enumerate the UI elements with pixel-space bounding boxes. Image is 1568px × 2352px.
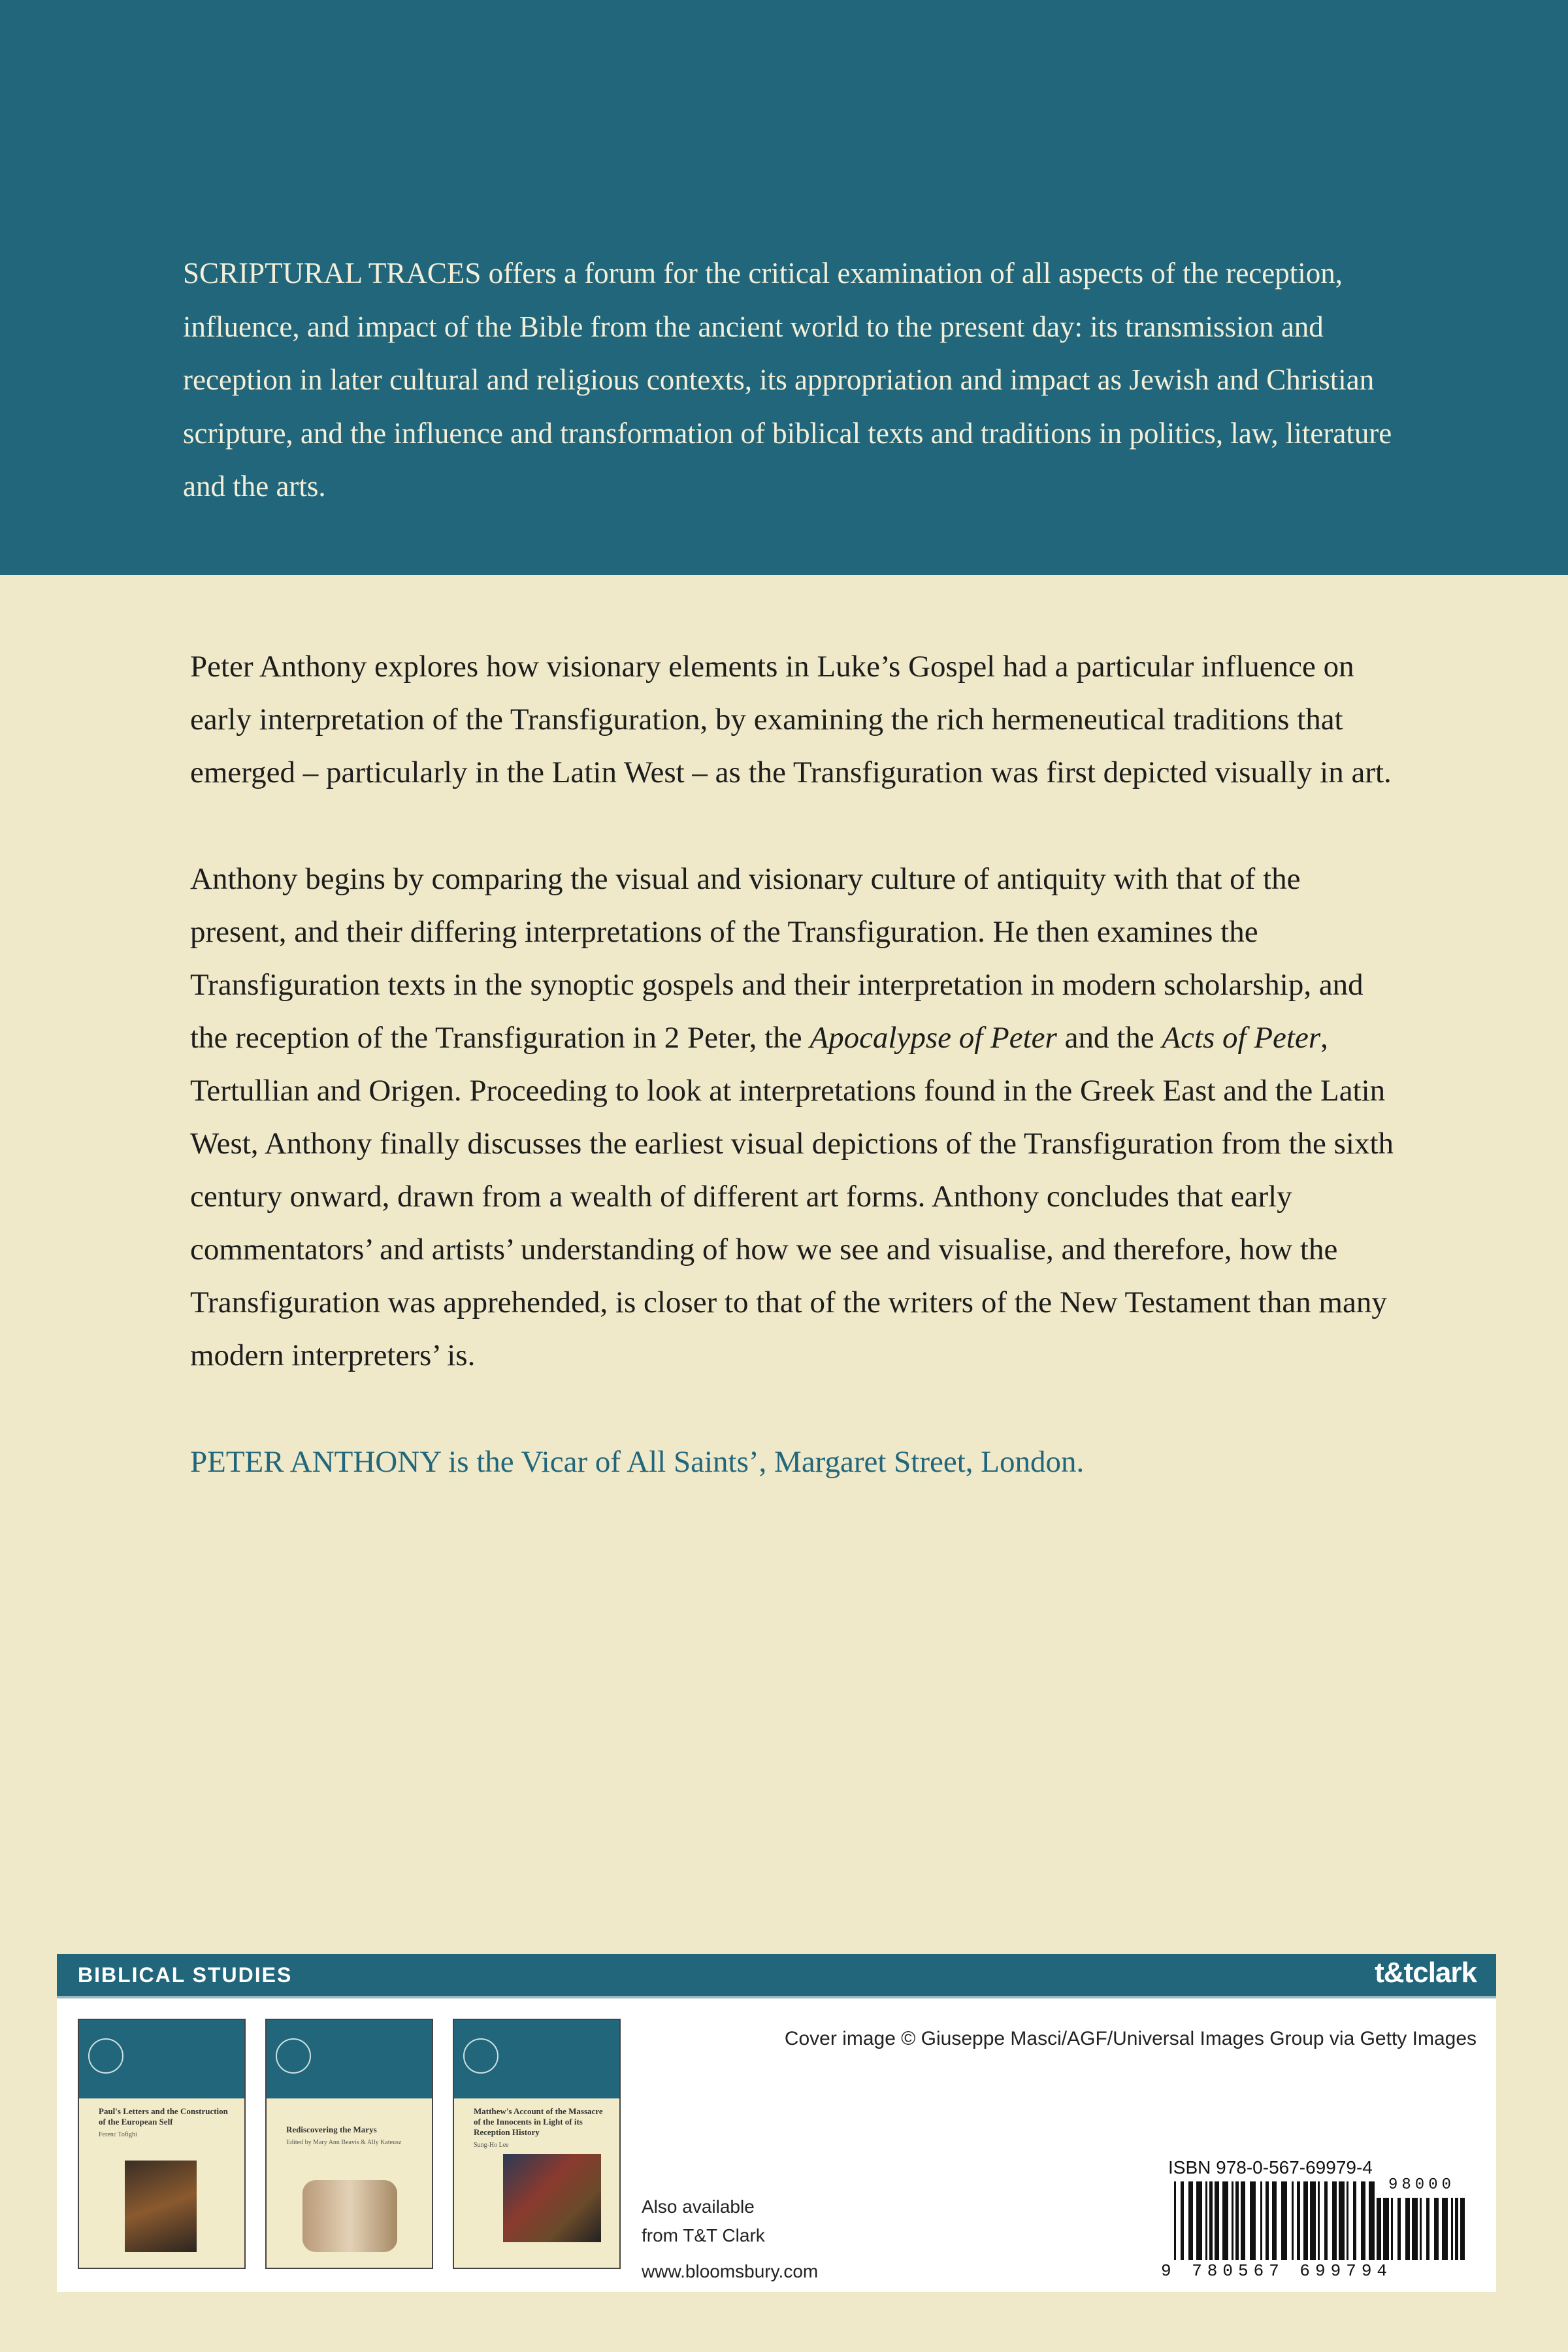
barcode-bar	[1383, 2198, 1389, 2260]
barcode-bar	[1297, 2181, 1300, 2260]
barcode-bar	[1266, 2181, 1269, 2260]
series-band	[0, 0, 1568, 575]
barcode-bar	[1332, 2181, 1337, 2260]
barcode-bar	[1442, 2198, 1448, 2260]
cover-painting	[503, 2154, 601, 2242]
barcode-bar	[1397, 2198, 1401, 2260]
text: Anthony begins by comparing the visual and visionary culture of antiquity with that of the present, and their differing interpretations of the Transfiguration. He then examines the Transfiguration texts in the synoptic gospels and their interpretation in modern scholarship, and the reception of the Transfiguration in 2 Peter, the	[190, 862, 1364, 1055]
barcode-bar	[1303, 2181, 1308, 2260]
title-acts: Acts of Peter	[1162, 1021, 1321, 1055]
description-paragraph-1: Peter Anthony explores how visionary elements in Luke’s Gospel had a particular influence on early interpretation of the Transfiguration, by examining the rich hermeneutical traditions that emerged – particularly in the Latin West – as the Transfiguration was first depicted visually in art.	[190, 650, 1392, 789]
isbn-label: ISBN 978-0-567-69979-4	[1168, 2157, 1373, 2178]
barcode-bar	[1369, 2181, 1375, 2260]
barcode-bar	[1232, 2181, 1233, 2260]
barcode-bar	[1260, 2181, 1262, 2260]
barcode-bar	[1235, 2181, 1239, 2260]
barcode-bar	[1196, 2181, 1202, 2260]
subject-label: BIBLICAL STUDIES	[78, 1963, 293, 1987]
barcode-bar	[1434, 2198, 1439, 2260]
barcode-bar	[1281, 2181, 1287, 2260]
barcode-bar	[1451, 2198, 1453, 2260]
cover-credit: Cover image © Giuseppe Masci/AGF/Universal Images Group via Getty Images	[784, 2028, 1477, 2049]
book-description	[190, 640, 1399, 1542]
lion-seal-icon	[276, 2038, 311, 2074]
barcode-bar	[1250, 2181, 1256, 2260]
also-available-line: Also available	[642, 2196, 755, 2217]
series-blurb: SCRIPTURAL TRACES offers a forum for the critical examination of all aspects of the reception, influence, and impact of the Bible from the ancient world to the present day: its transmission and reception in later cultural and religious contexts, its appropriation and impact as Jewish and Christian scripture, and the influence and transformation of biblical texts and traditions in politics, law, literature and the arts.	[183, 257, 1392, 503]
publisher-logo: t&tclark	[1375, 1957, 1477, 1989]
barcode-bar	[1241, 2181, 1245, 2260]
barcode-bar	[1361, 2181, 1365, 2260]
barcode-bar	[1188, 2181, 1193, 2260]
barcode-bar	[1181, 2181, 1184, 2260]
barcode-bar	[1318, 2181, 1320, 2260]
barcode-bar	[1222, 2181, 1228, 2260]
barcode-bar	[1353, 2181, 1356, 2260]
related-book-cover	[78, 2019, 246, 2269]
cover-artifact	[302, 2180, 397, 2252]
barcode-bar	[1412, 2198, 1418, 2260]
title-apocalypse: Apocalypse of Peter	[809, 1021, 1057, 1055]
barcode-bar	[1324, 2181, 1328, 2260]
barcode-bar	[1310, 2181, 1316, 2260]
lion-seal-icon	[88, 2038, 123, 2074]
book-author: Ferenc Tofighi	[99, 2131, 137, 2138]
barcode-bar	[1215, 2181, 1219, 2260]
cover-painting	[125, 2161, 197, 2252]
barcode-bar	[1420, 2198, 1422, 2260]
barcode-bar	[1292, 2181, 1294, 2260]
barcode-bar	[1460, 2198, 1465, 2260]
barcode-bar	[1391, 2198, 1393, 2260]
barcode-bar	[1377, 2198, 1381, 2260]
description-paragraph-2	[190, 853, 1399, 1382]
footer-bar	[57, 1954, 1496, 1998]
book-title: Paul's Letters and the Construction of the European Self	[99, 2106, 228, 2127]
website-link[interactable]: www.bloomsbury.com	[642, 2261, 819, 2281]
also-available-line: from T&T Clark	[642, 2225, 765, 2245]
price-addon-digits: 98000	[1388, 2176, 1456, 2194]
text: , Tertullian and Origen. Proceeding to look at interpretations found in the Greek East and the Latin West, Anthony finally discusses the earliest visual depictions of the Transfiguration from the sixth century onward, drawn from a wealth of different art forms. Anthony concludes that early commentators’ and artists’ understanding of how we see and visualise, and therefore, how the Transfiguration was apprehended, is closer to that of the writers of the New Testament than many modern interpreters’ is.	[190, 1021, 1394, 1372]
related-book-cover	[453, 2019, 621, 2269]
also-available	[642, 2193, 765, 2250]
barcode-digits: 9 780567 699794	[1161, 2261, 1393, 2281]
barcode-bar	[1347, 2181, 1348, 2260]
book-author: Sung-Ho Lee	[474, 2142, 509, 2149]
barcode-bar	[1209, 2181, 1213, 2260]
book-author: Edited by Mary Ann Beavis & Ally Kateusz	[286, 2139, 402, 2146]
text: and the	[1056, 1021, 1162, 1055]
footer-panel	[57, 1954, 1496, 2292]
author-bio: PETER ANTHONY is the Vicar of All Saints’, Margaret Street, London.	[190, 1445, 1085, 1479]
barcode-bar	[1426, 2198, 1429, 2260]
book-title: Matthew's Account of the Massacre of the Innocents in Light of its Reception History	[474, 2106, 603, 2137]
barcode-bar	[1174, 2181, 1176, 2260]
barcode-bar	[1205, 2181, 1207, 2260]
book-title: Rediscovering the Marys	[286, 2125, 377, 2134]
isbn-barcode	[1174, 2181, 1370, 2260]
barcode-bar	[1272, 2181, 1277, 2260]
barcode-bar	[1455, 2198, 1458, 2260]
related-book-cover	[265, 2019, 433, 2269]
barcode-bar	[1339, 2181, 1345, 2260]
barcode-bar	[1405, 2198, 1410, 2260]
price-barcode	[1377, 2198, 1468, 2260]
lion-seal-icon	[463, 2038, 498, 2074]
